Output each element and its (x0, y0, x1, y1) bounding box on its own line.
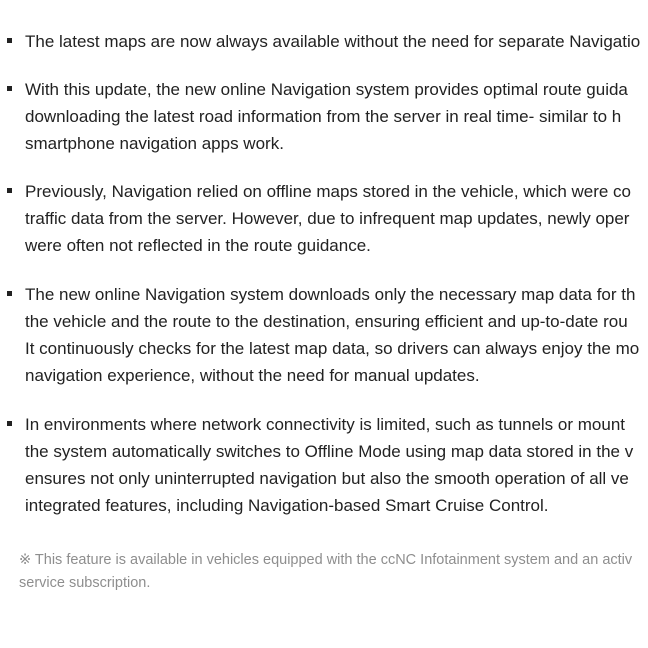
bullet-2-line-1: With this update, the new online Navigation system provides optimal route guida (25, 80, 628, 99)
bullet-4-line-1: The new online Navigation system downloads only the necessary map data for th (25, 285, 636, 304)
notice-line-1: ※ This feature is available in vehicles equipped with the ccNC Infotainment system and an activ (19, 552, 633, 568)
bullet-2-line-2: downloading the latest road information from the server in real time- similar to h (25, 107, 622, 126)
bullet-marker (7, 421, 12, 426)
bullet-4-line-2: the vehicle and the route to the destination, ensuring efficient and up-to-date rou (25, 312, 628, 331)
bullet-4-line-4: navigation experience, without the need for manual updates. (25, 366, 480, 385)
bullet-5-line-4: integrated features, including Navigation-based Smart Cruise Control. (25, 496, 549, 515)
bullet-2-line-3: smartphone navigation apps work. (25, 134, 284, 153)
notice-line-2: service subscription. (19, 575, 151, 591)
bullet-marker (7, 188, 12, 193)
bullet-3-line-2: traffic data from the server. However, due to infrequent map updates, newly oper (25, 209, 630, 228)
bullet-5-line-1: In environments where network connectivity is limited, such as tunnels or mount (25, 415, 625, 434)
bullet-1-line-1: The latest maps are now always available without the need for separate Navigatio (25, 32, 641, 51)
bullet-marker (7, 38, 12, 43)
bullet-5-line-3: ensures not only uninterrupted navigation but also the smooth operation of all ve (25, 469, 629, 488)
bullet-3-line-3: were often not reflected in the route guidance. (25, 236, 371, 255)
bullet-marker (7, 86, 12, 91)
bullet-5-line-2: the system automatically switches to Offline Mode using map data stored in the v (25, 442, 634, 461)
bullet-marker (7, 291, 12, 296)
bullet-3-line-1: Previously, Navigation relied on offline maps stored in the vehicle, which were co (25, 182, 632, 201)
bullet-4-line-3: It continuously checks for the latest map data, so drivers can always enjoy the mo (25, 339, 640, 358)
